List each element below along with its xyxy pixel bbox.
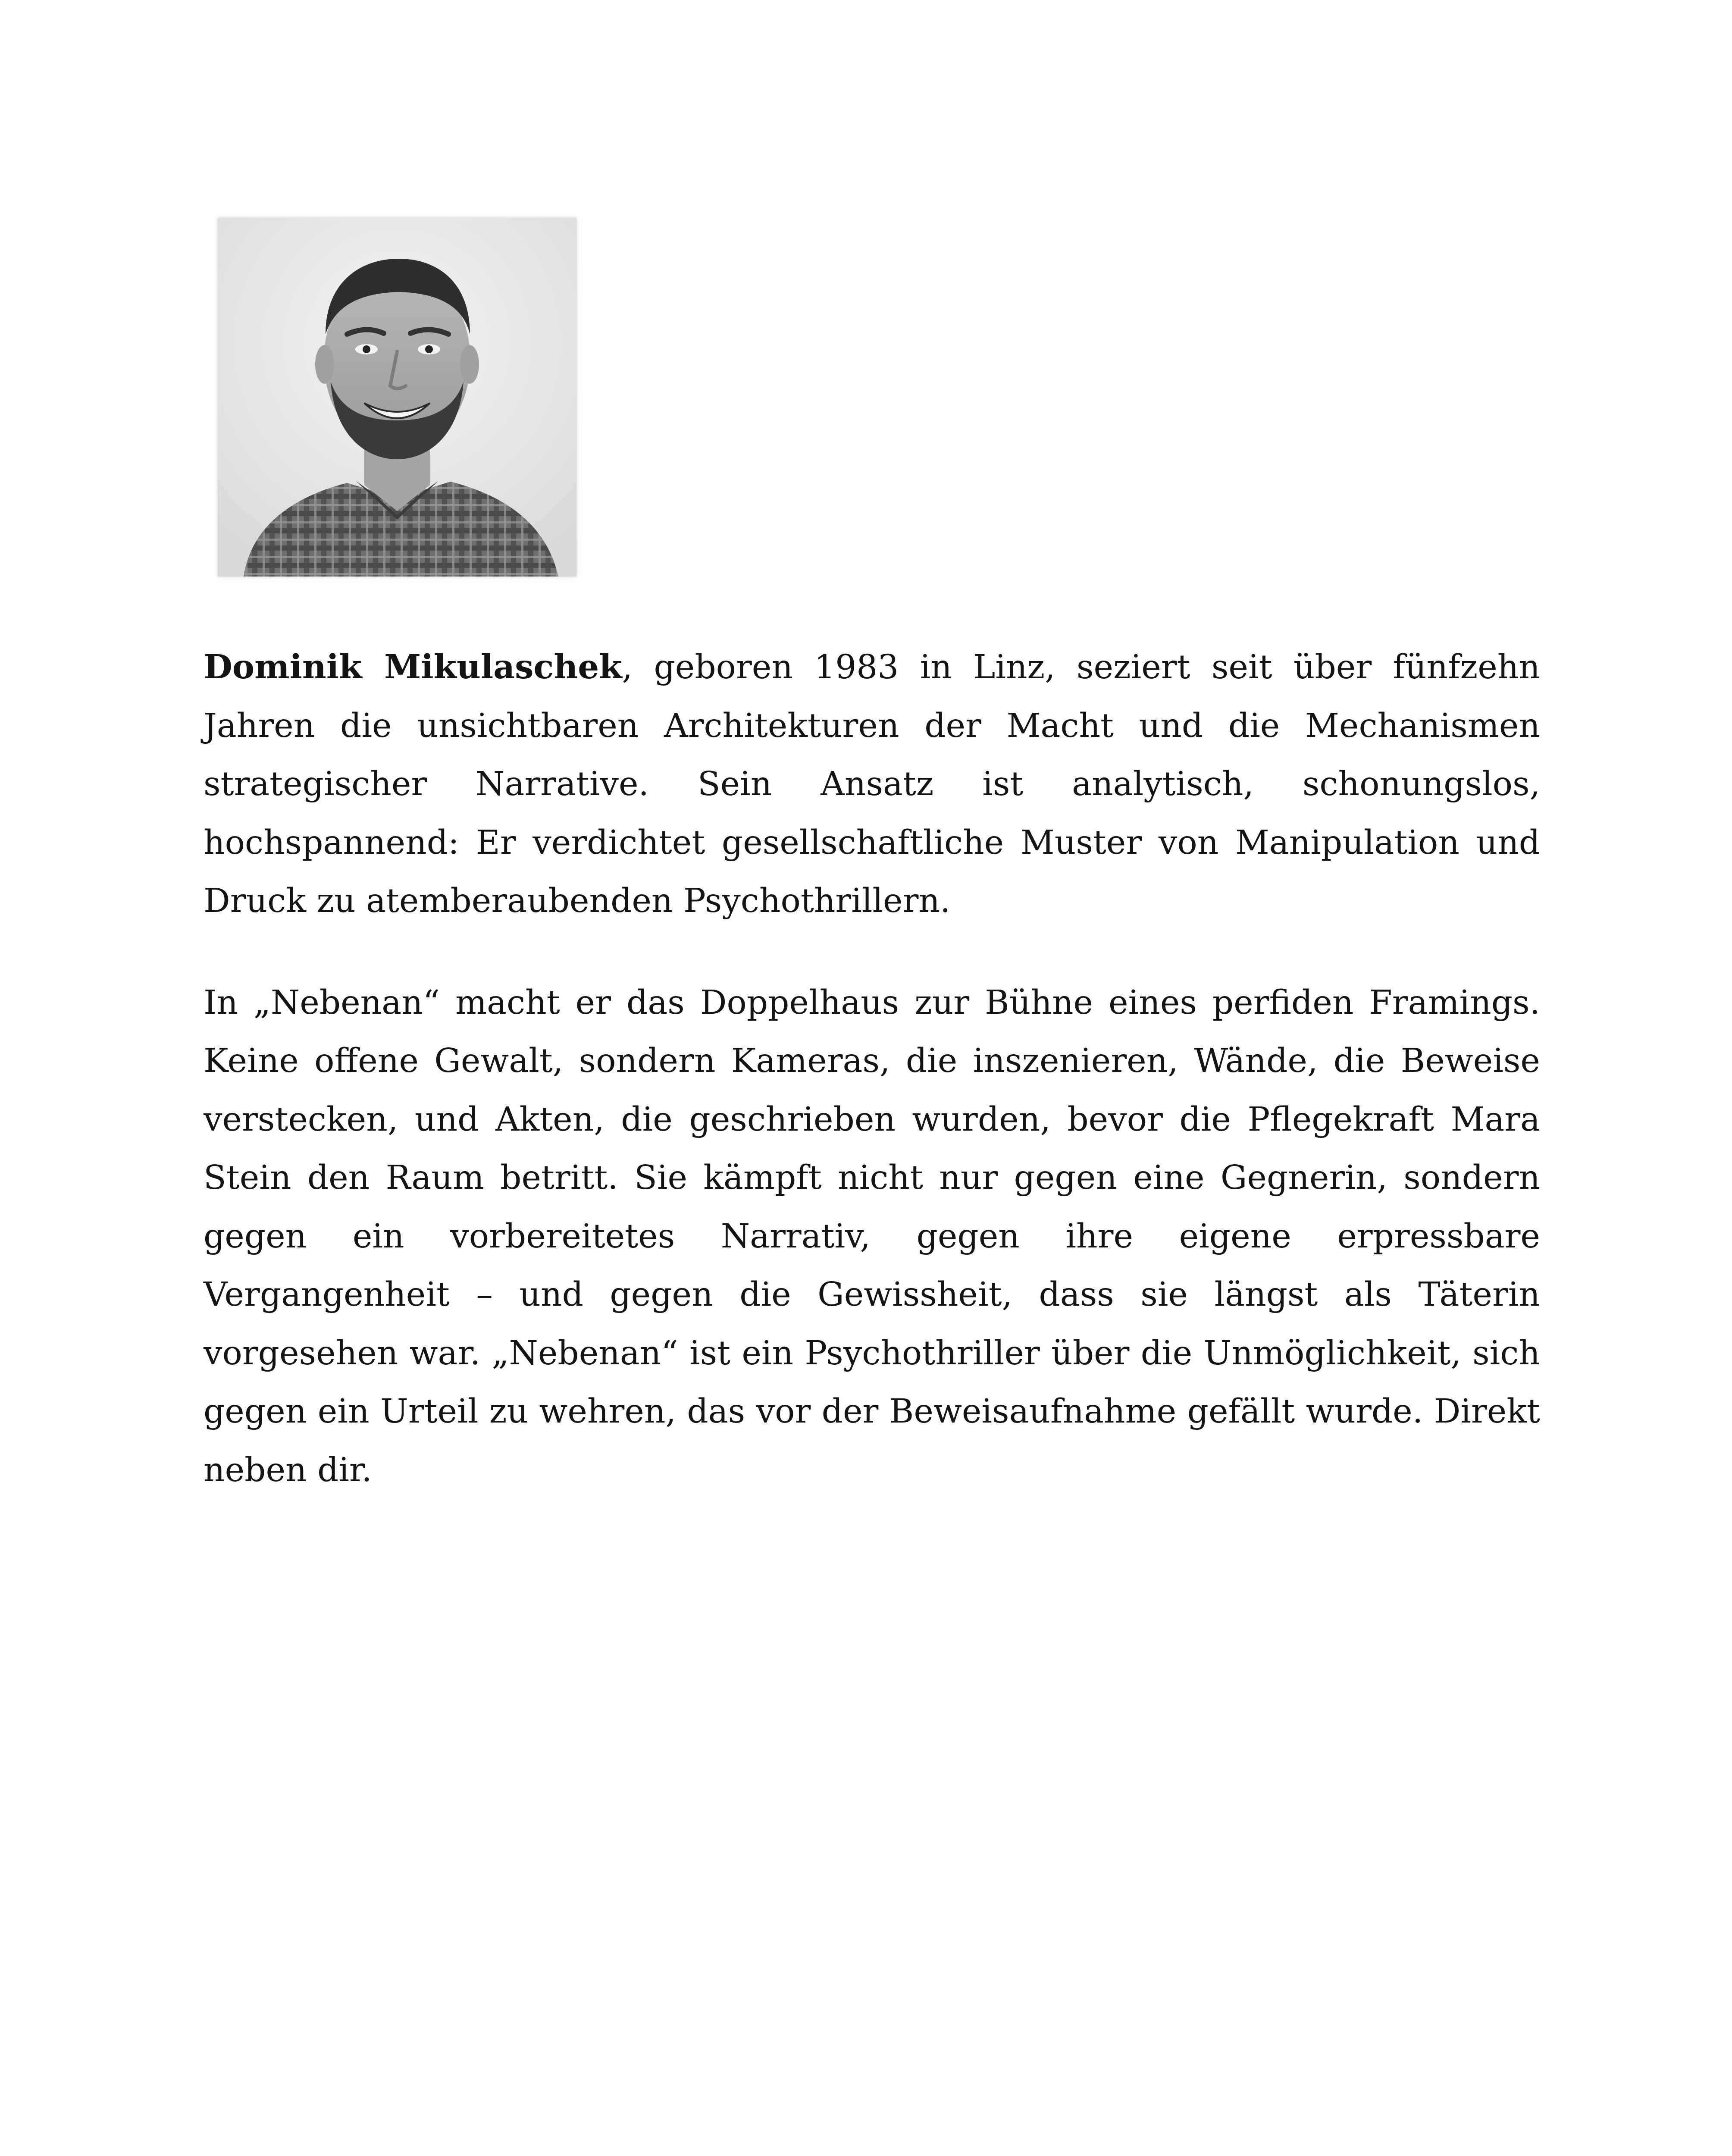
author-portrait [218, 218, 576, 577]
book-paragraph: In „Nebenan“ macht er das Doppelhaus zur Bühne eines perfiden Framings. Keine offene Gewalt, sondern Kameras, die inszenieren, Wände, die Beweise verstecken, und Akten, die geschrieben wurden, bevor die Pflegekraft Mara Stein den Raum betritt. Sie kämpft nicht nur gegen eine Gegnerin, sondern gegen ein vorbereitetes Narrativ, gegen ihre eigene erpressbare Vergangenheit – und gegen die Gewissheit, dass sie längst als Täterin vorgesehen war. „Nebenan“ ist ein Psychothriller über die Unmöglichkeit, sich gegen ein Urteil zu wehren, das vor der Beweisaufnahme gefällt wurde. Direkt neben dir. [204, 983, 1540, 1489]
bio-paragraph [204, 638, 1540, 931]
author-name: Dominik Mikulaschek [204, 648, 622, 686]
bio-intro-text: , geboren 1983 in Linz, seziert seit über fünfzehn Jahren die unsichtbaren Architekturen der Macht und die Mechanismen strategischer Narrative. Sein Ansatz ist analytisch, schonungslos, hochspannend: Er verdichtet gesellschaftliche Muster von Manipulation und Druck zu atemberaubenden Psychothrillern. [204, 648, 1540, 920]
portrait-photo-icon [218, 218, 576, 577]
author-bio [204, 638, 1540, 1499]
